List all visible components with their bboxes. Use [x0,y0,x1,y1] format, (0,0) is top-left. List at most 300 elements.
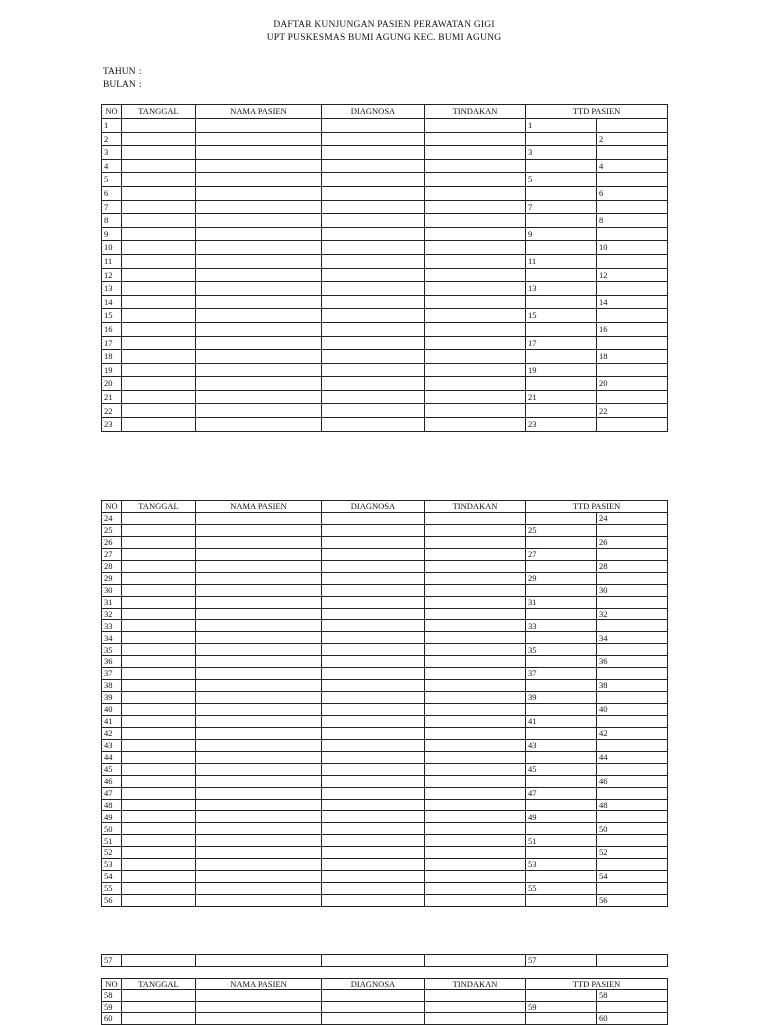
empty-cell [196,811,322,823]
signature-cell-right: 4 [597,159,668,173]
signature-cell-left: 57 [526,955,597,967]
row-number: 4 [102,159,122,173]
signature-cell-left [526,513,597,525]
empty-cell [322,620,425,632]
signature-cell-left [526,295,597,309]
signature-cell-left [526,268,597,282]
empty-cell [322,536,425,548]
empty-cell [122,751,196,763]
signature-cell-left: 9 [526,227,597,241]
row-number: 56 [102,895,122,907]
empty-cell [425,377,526,391]
empty-cell [122,656,196,668]
empty-cell [425,668,526,680]
row-number: 46 [102,775,122,787]
table-row [102,847,668,859]
signature-cell-left [526,404,597,418]
empty-cell [196,1001,322,1013]
empty-cell [196,322,322,336]
row-number: 40 [102,704,122,716]
header-tindakan: TINDAKAN [425,979,526,990]
table-row [102,990,668,1002]
visit-register-table [101,500,668,907]
row-number: 3 [102,146,122,160]
signature-cell-left: 25 [526,524,597,536]
signature-cell-right [597,548,668,560]
header-nama-pasien: NAMA PASIEN [196,105,322,119]
signature-cell-right [597,955,668,967]
empty-cell [122,268,196,282]
signature-cell-right [597,739,668,751]
row-number: 21 [102,390,122,404]
empty-cell [322,608,425,620]
empty-cell [322,763,425,775]
header-nama-pasien: NAMA PASIEN [196,979,322,990]
signature-cell-right [597,883,668,895]
empty-cell [122,835,196,847]
empty-cell [425,608,526,620]
empty-cell [322,214,425,228]
signature-cell-left: 35 [526,644,597,656]
table-row [102,668,668,680]
empty-cell [425,692,526,704]
empty-cell [425,751,526,763]
empty-cell [196,350,322,364]
row-number: 53 [102,859,122,871]
signature-cell-right [597,363,668,377]
empty-cell [322,377,425,391]
empty-cell [122,524,196,536]
signature-cell-right: 24 [597,513,668,525]
signature-cell-right [597,309,668,323]
empty-cell [322,282,425,296]
empty-cell [425,990,526,1002]
row-number: 43 [102,739,122,751]
empty-cell [122,377,196,391]
empty-cell [122,254,196,268]
table-row [102,336,668,350]
signature-cell-left: 17 [526,336,597,350]
table-row [102,751,668,763]
row-number: 45 [102,763,122,775]
year-separator: : [139,67,142,77]
table-row [102,895,668,907]
signature-cell-right: 40 [597,704,668,716]
empty-cell [196,727,322,739]
row-number: 34 [102,632,122,644]
signature-cell-right: 50 [597,823,668,835]
empty-cell [122,390,196,404]
row-number: 33 [102,620,122,632]
table-row [102,596,668,608]
row-number: 11 [102,254,122,268]
signature-cell-right [597,173,668,187]
signature-cell-left [526,132,597,146]
table-row [102,692,668,704]
empty-cell [322,727,425,739]
empty-cell [322,990,425,1002]
row-number: 2 [102,132,122,146]
signature-cell-right [597,668,668,680]
signature-cell-right [597,418,668,432]
signature-cell-left [526,632,597,644]
signature-cell-left: 19 [526,363,597,377]
row-number: 12 [102,268,122,282]
empty-cell [122,632,196,644]
empty-cell [425,620,526,632]
empty-cell [425,835,526,847]
table-row [102,377,668,391]
signature-cell-left [526,560,597,572]
table-row [102,390,668,404]
signature-cell-right: 32 [597,608,668,620]
row-number: 20 [102,377,122,391]
empty-cell [122,200,196,214]
signature-cell-right: 36 [597,656,668,668]
signature-cell-left: 43 [526,739,597,751]
empty-cell [196,146,322,160]
empty-cell [322,200,425,214]
row-number: 52 [102,847,122,859]
empty-cell [196,282,322,296]
row-number: 54 [102,871,122,883]
table-row [102,186,668,200]
signature-cell-left [526,608,597,620]
signature-cell-left: 29 [526,572,597,584]
row-number: 57 [102,955,122,967]
row-number: 23 [102,418,122,432]
empty-cell [196,739,322,751]
empty-cell [322,322,425,336]
signature-cell-left: 31 [526,596,597,608]
row-number: 59 [102,1001,122,1013]
signature-cell-right [597,620,668,632]
empty-cell [122,418,196,432]
signature-cell-left [526,584,597,596]
empty-cell [322,668,425,680]
empty-cell [122,692,196,704]
empty-cell [196,704,322,716]
empty-cell [196,377,322,391]
signature-cell-right [597,644,668,656]
signature-cell-right [597,787,668,799]
header-no: NO [102,979,122,990]
empty-cell [322,835,425,847]
empty-cell [425,680,526,692]
empty-cell [196,227,322,241]
signature-cell-left: 15 [526,309,597,323]
empty-cell [122,146,196,160]
empty-cell [322,656,425,668]
table-row [102,146,668,160]
signature-cell-right [597,336,668,350]
empty-cell [122,513,196,525]
empty-cell [196,548,322,560]
signature-cell-right: 54 [597,871,668,883]
table-row [102,775,668,787]
signature-cell-right: 28 [597,560,668,572]
signature-cell-right: 34 [597,632,668,644]
empty-cell [196,404,322,418]
table-row [102,608,668,620]
row-number: 47 [102,787,122,799]
empty-cell [122,990,196,1002]
signature-cell-right: 60 [597,1013,668,1025]
empty-cell [425,871,526,883]
signature-cell-left [526,377,597,391]
header-no: NO [102,501,122,513]
empty-cell [196,859,322,871]
empty-cell [425,644,526,656]
table-header-row [102,105,668,119]
empty-cell [196,656,322,668]
row-number: 39 [102,692,122,704]
row-number: 14 [102,295,122,309]
document-subtitle: UPT PUSKESMAS BUMI AGUNG KEC. BUMI AGUNG [266,33,502,43]
signature-cell-right [597,692,668,704]
empty-cell [196,692,322,704]
signature-cell-right [597,146,668,160]
row-number: 60 [102,1013,122,1025]
empty-cell [196,584,322,596]
empty-cell [196,536,322,548]
empty-cell [425,787,526,799]
empty-cell [196,336,322,350]
empty-cell [425,775,526,787]
empty-cell [322,1013,425,1025]
signature-cell-right [597,811,668,823]
row-number: 36 [102,656,122,668]
signature-cell-right [597,390,668,404]
row-number: 5 [102,173,122,187]
empty-cell [425,173,526,187]
table-row [102,823,668,835]
empty-cell [322,404,425,418]
signature-cell-right [597,1001,668,1013]
signature-cell-right: 44 [597,751,668,763]
table-row [102,404,668,418]
signature-cell-left: 53 [526,859,597,871]
header-tindakan: TINDAKAN [425,105,526,119]
empty-cell [322,584,425,596]
signature-cell-right: 10 [597,241,668,255]
empty-cell [322,254,425,268]
row-number: 19 [102,363,122,377]
signature-cell-right: 2 [597,132,668,146]
empty-cell [122,811,196,823]
empty-cell [425,955,526,967]
empty-cell [196,799,322,811]
empty-cell [425,119,526,133]
signature-cell-left: 13 [526,282,597,296]
row-number: 30 [102,584,122,596]
empty-cell [122,560,196,572]
document-title: DAFTAR KUNJUNGAN PASIEN PERAWATAN GIGI [273,20,495,30]
table-row [102,955,668,967]
empty-cell [196,608,322,620]
header-tanggal: TANGGAL [122,105,196,119]
table-row [102,811,668,823]
empty-cell [425,883,526,895]
signature-cell-right: 12 [597,268,668,282]
empty-cell [322,704,425,716]
visit-register-table [101,104,668,432]
empty-cell [425,632,526,644]
signature-cell-right: 48 [597,799,668,811]
visit-register-table [101,978,668,1025]
signature-cell-right: 46 [597,775,668,787]
empty-cell [196,715,322,727]
table-row [102,727,668,739]
header-tanggal: TANGGAL [122,979,196,990]
table-row [102,254,668,268]
signature-cell-left: 33 [526,620,597,632]
signature-cell-right [597,572,668,584]
row-number: 28 [102,560,122,572]
empty-cell [425,524,526,536]
empty-cell [425,704,526,716]
empty-cell [425,513,526,525]
empty-cell [196,200,322,214]
empty-cell [196,295,322,309]
empty-cell [322,715,425,727]
row-number: 41 [102,715,122,727]
empty-cell [196,763,322,775]
table-row [102,572,668,584]
empty-cell [322,895,425,907]
table-row [102,295,668,309]
signature-cell-right [597,282,668,296]
empty-cell [122,548,196,560]
table-row [102,173,668,187]
table-row [102,200,668,214]
signature-cell-right [597,119,668,133]
empty-cell [425,241,526,255]
empty-cell [425,727,526,739]
empty-cell [322,596,425,608]
header-nama-pasien: NAMA PASIEN [196,501,322,513]
header-diagnosa: DIAGNOSA [322,105,425,119]
table-row [102,739,668,751]
signature-cell-left: 27 [526,548,597,560]
signature-cell-left [526,704,597,716]
empty-cell [425,1001,526,1013]
empty-cell [322,241,425,255]
row-number: 50 [102,823,122,835]
empty-cell [425,859,526,871]
empty-cell [122,799,196,811]
empty-cell [425,254,526,268]
empty-cell [322,548,425,560]
empty-cell [122,644,196,656]
empty-cell [322,513,425,525]
empty-cell [196,132,322,146]
empty-cell [322,146,425,160]
empty-cell [122,159,196,173]
row-number: 1 [102,119,122,133]
header-diagnosa: DIAGNOSA [322,979,425,990]
empty-cell [322,390,425,404]
empty-cell [196,775,322,787]
row-number: 51 [102,835,122,847]
empty-cell [122,119,196,133]
empty-cell [425,1013,526,1025]
empty-cell [322,173,425,187]
row-number: 31 [102,596,122,608]
empty-cell [122,536,196,548]
empty-cell [196,680,322,692]
table-row [102,214,668,228]
empty-cell [196,990,322,1002]
empty-cell [322,186,425,200]
empty-cell [122,1013,196,1025]
table-row [102,1001,668,1013]
signature-cell-left: 5 [526,173,597,187]
empty-cell [196,254,322,268]
signature-cell-right: 14 [597,295,668,309]
signature-cell-left [526,847,597,859]
empty-cell [425,811,526,823]
row-number: 15 [102,309,122,323]
signature-cell-right [597,596,668,608]
empty-cell [425,282,526,296]
empty-cell [122,620,196,632]
signature-cell-left [526,536,597,548]
header-tindakan: TINDAKAN [425,501,526,513]
empty-cell [322,955,425,967]
empty-cell [122,173,196,187]
row-number: 32 [102,608,122,620]
empty-cell [322,787,425,799]
empty-cell [322,295,425,309]
year-field [103,67,142,77]
empty-cell [425,656,526,668]
empty-cell [196,596,322,608]
empty-cell [196,119,322,133]
empty-cell [425,560,526,572]
empty-cell [196,173,322,187]
empty-cell [425,763,526,775]
empty-cell [425,322,526,336]
signature-cell-left [526,799,597,811]
empty-cell [425,227,526,241]
empty-cell [425,584,526,596]
empty-cell [122,608,196,620]
signature-cell-right: 56 [597,895,668,907]
empty-cell [122,363,196,377]
signature-cell-left: 37 [526,668,597,680]
header-ttd-pasien: TTD PASIEN [526,979,668,990]
signature-cell-left [526,775,597,787]
signature-cell-left [526,350,597,364]
table-row [102,715,668,727]
empty-cell [196,883,322,895]
empty-cell [122,350,196,364]
empty-cell [196,241,322,255]
empty-cell [425,572,526,584]
signature-cell-left: 39 [526,692,597,704]
signature-cell-right [597,254,668,268]
header-diagnosa: DIAGNOSA [322,501,425,513]
empty-cell [322,811,425,823]
signature-cell-left [526,159,597,173]
signature-cell-right: 38 [597,680,668,692]
empty-cell [196,159,322,173]
row-number: 16 [102,322,122,336]
empty-cell [122,739,196,751]
empty-cell [122,668,196,680]
row-number: 25 [102,524,122,536]
